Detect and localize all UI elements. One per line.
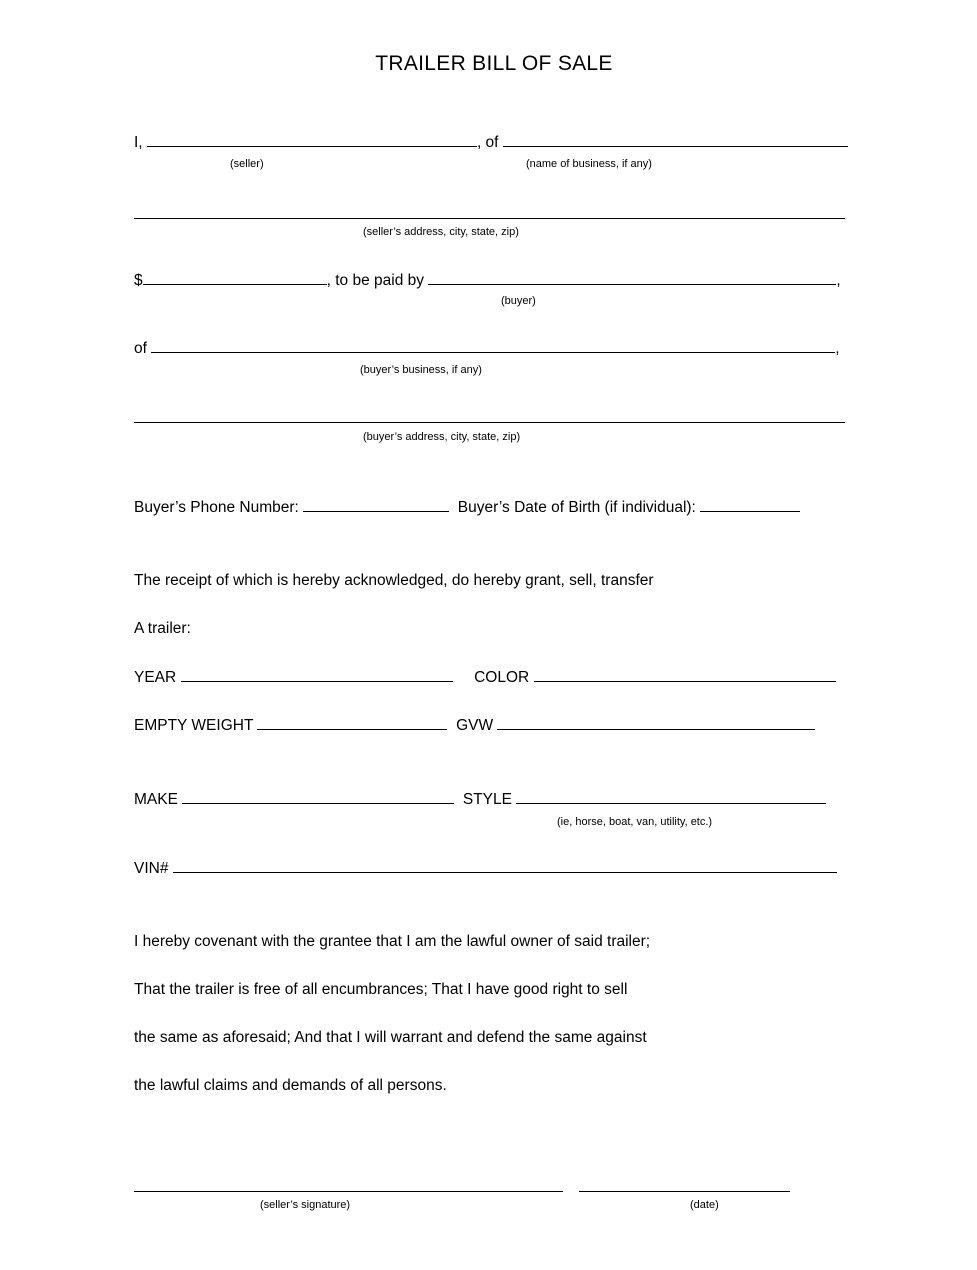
buyer-business-caption: (buyer’s business, if any)	[360, 364, 482, 376]
buyer-dob-label: Buyer’s Date of Birth (if individual):	[457, 499, 696, 516]
covenant-line-4: the lawful claims and demands of all persons.	[134, 1077, 447, 1094]
trailer-label: A trailer:	[134, 620, 191, 637]
seller-signature-caption: (seller’s signature)	[260, 1199, 351, 1211]
make-label: MAKE	[134, 791, 178, 808]
style-caption: (ie, horse, boat, van, utility, etc.)	[557, 816, 713, 828]
buyer-phone-field[interactable]	[303, 498, 449, 512]
buyer-name-field[interactable]	[428, 271, 836, 285]
color-label: COLOR	[474, 669, 530, 686]
seller-prefix: I,	[134, 134, 143, 151]
buyer-business-comma: ,	[835, 340, 840, 357]
buyer-business-field[interactable]	[151, 339, 835, 353]
style-label: STYLE	[462, 791, 512, 808]
seller-address-caption: (seller’s address, city, state, zip)	[363, 226, 519, 238]
vin-line	[134, 859, 837, 879]
seller-line	[134, 133, 848, 153]
seller-business-field[interactable]	[503, 133, 848, 147]
make-field[interactable]	[182, 790, 454, 804]
covenant-line-2: That the trailer is free of all encumbrances; That I have good right to sell	[134, 981, 628, 998]
covenant-line-1: I hereby covenant with the grantee that I am the lawful owner of said trailer;	[134, 933, 651, 950]
seller-of-text: , of	[476, 134, 499, 151]
buyer-phone-label: Buyer’s Phone Number:	[134, 499, 299, 516]
receipt-text: The receipt of which is hereby acknowledged, do hereby grant, sell, transfer	[134, 572, 654, 589]
buyer-business-line	[134, 339, 840, 359]
seller-address-line	[134, 205, 845, 225]
amount-field[interactable]	[143, 271, 327, 285]
buyer-of-text: of	[134, 340, 147, 357]
year-label: YEAR	[134, 669, 177, 686]
buyer-address-field[interactable]	[134, 409, 845, 423]
seller-business-caption: (name of business, if any)	[526, 158, 652, 170]
vin-field[interactable]	[173, 859, 837, 873]
weight-line	[134, 716, 815, 736]
buyer-dob-field[interactable]	[700, 498, 800, 512]
signature-date-caption: (date)	[690, 1199, 719, 1211]
make-style-line	[134, 790, 826, 810]
seller-signature-field[interactable]	[134, 1191, 563, 1192]
empty-weight-label: EMPTY WEIGHT	[134, 717, 254, 734]
payment-line	[134, 271, 841, 291]
gvw-field[interactable]	[497, 716, 815, 730]
buyer-caption: (buyer)	[501, 295, 536, 307]
paid-by-text: , to be paid by	[326, 272, 424, 289]
seller-caption: (seller)	[230, 158, 264, 170]
empty-weight-field[interactable]	[257, 716, 447, 730]
page-title: TRAILER BILL OF SALE	[375, 52, 613, 75]
gvw-label: GVW	[456, 717, 494, 734]
buyer-contact-line	[134, 498, 800, 518]
seller-address-field[interactable]	[134, 205, 845, 219]
year-field[interactable]	[181, 668, 453, 682]
style-field[interactable]	[516, 790, 826, 804]
dollar-sign: $	[134, 272, 143, 289]
covenant-line-3: the same as aforesaid; And that I will warrant and defend the same against	[134, 1029, 647, 1046]
payment-comma: ,	[836, 272, 841, 289]
year-color-line	[134, 668, 836, 688]
color-field[interactable]	[534, 668, 836, 682]
seller-name-field[interactable]	[147, 133, 477, 147]
vin-label: VIN#	[134, 860, 169, 877]
buyer-address-line	[134, 409, 845, 429]
buyer-address-caption: (buyer’s address, city, state, zip)	[363, 431, 521, 443]
signature-date-field[interactable]	[579, 1191, 790, 1192]
